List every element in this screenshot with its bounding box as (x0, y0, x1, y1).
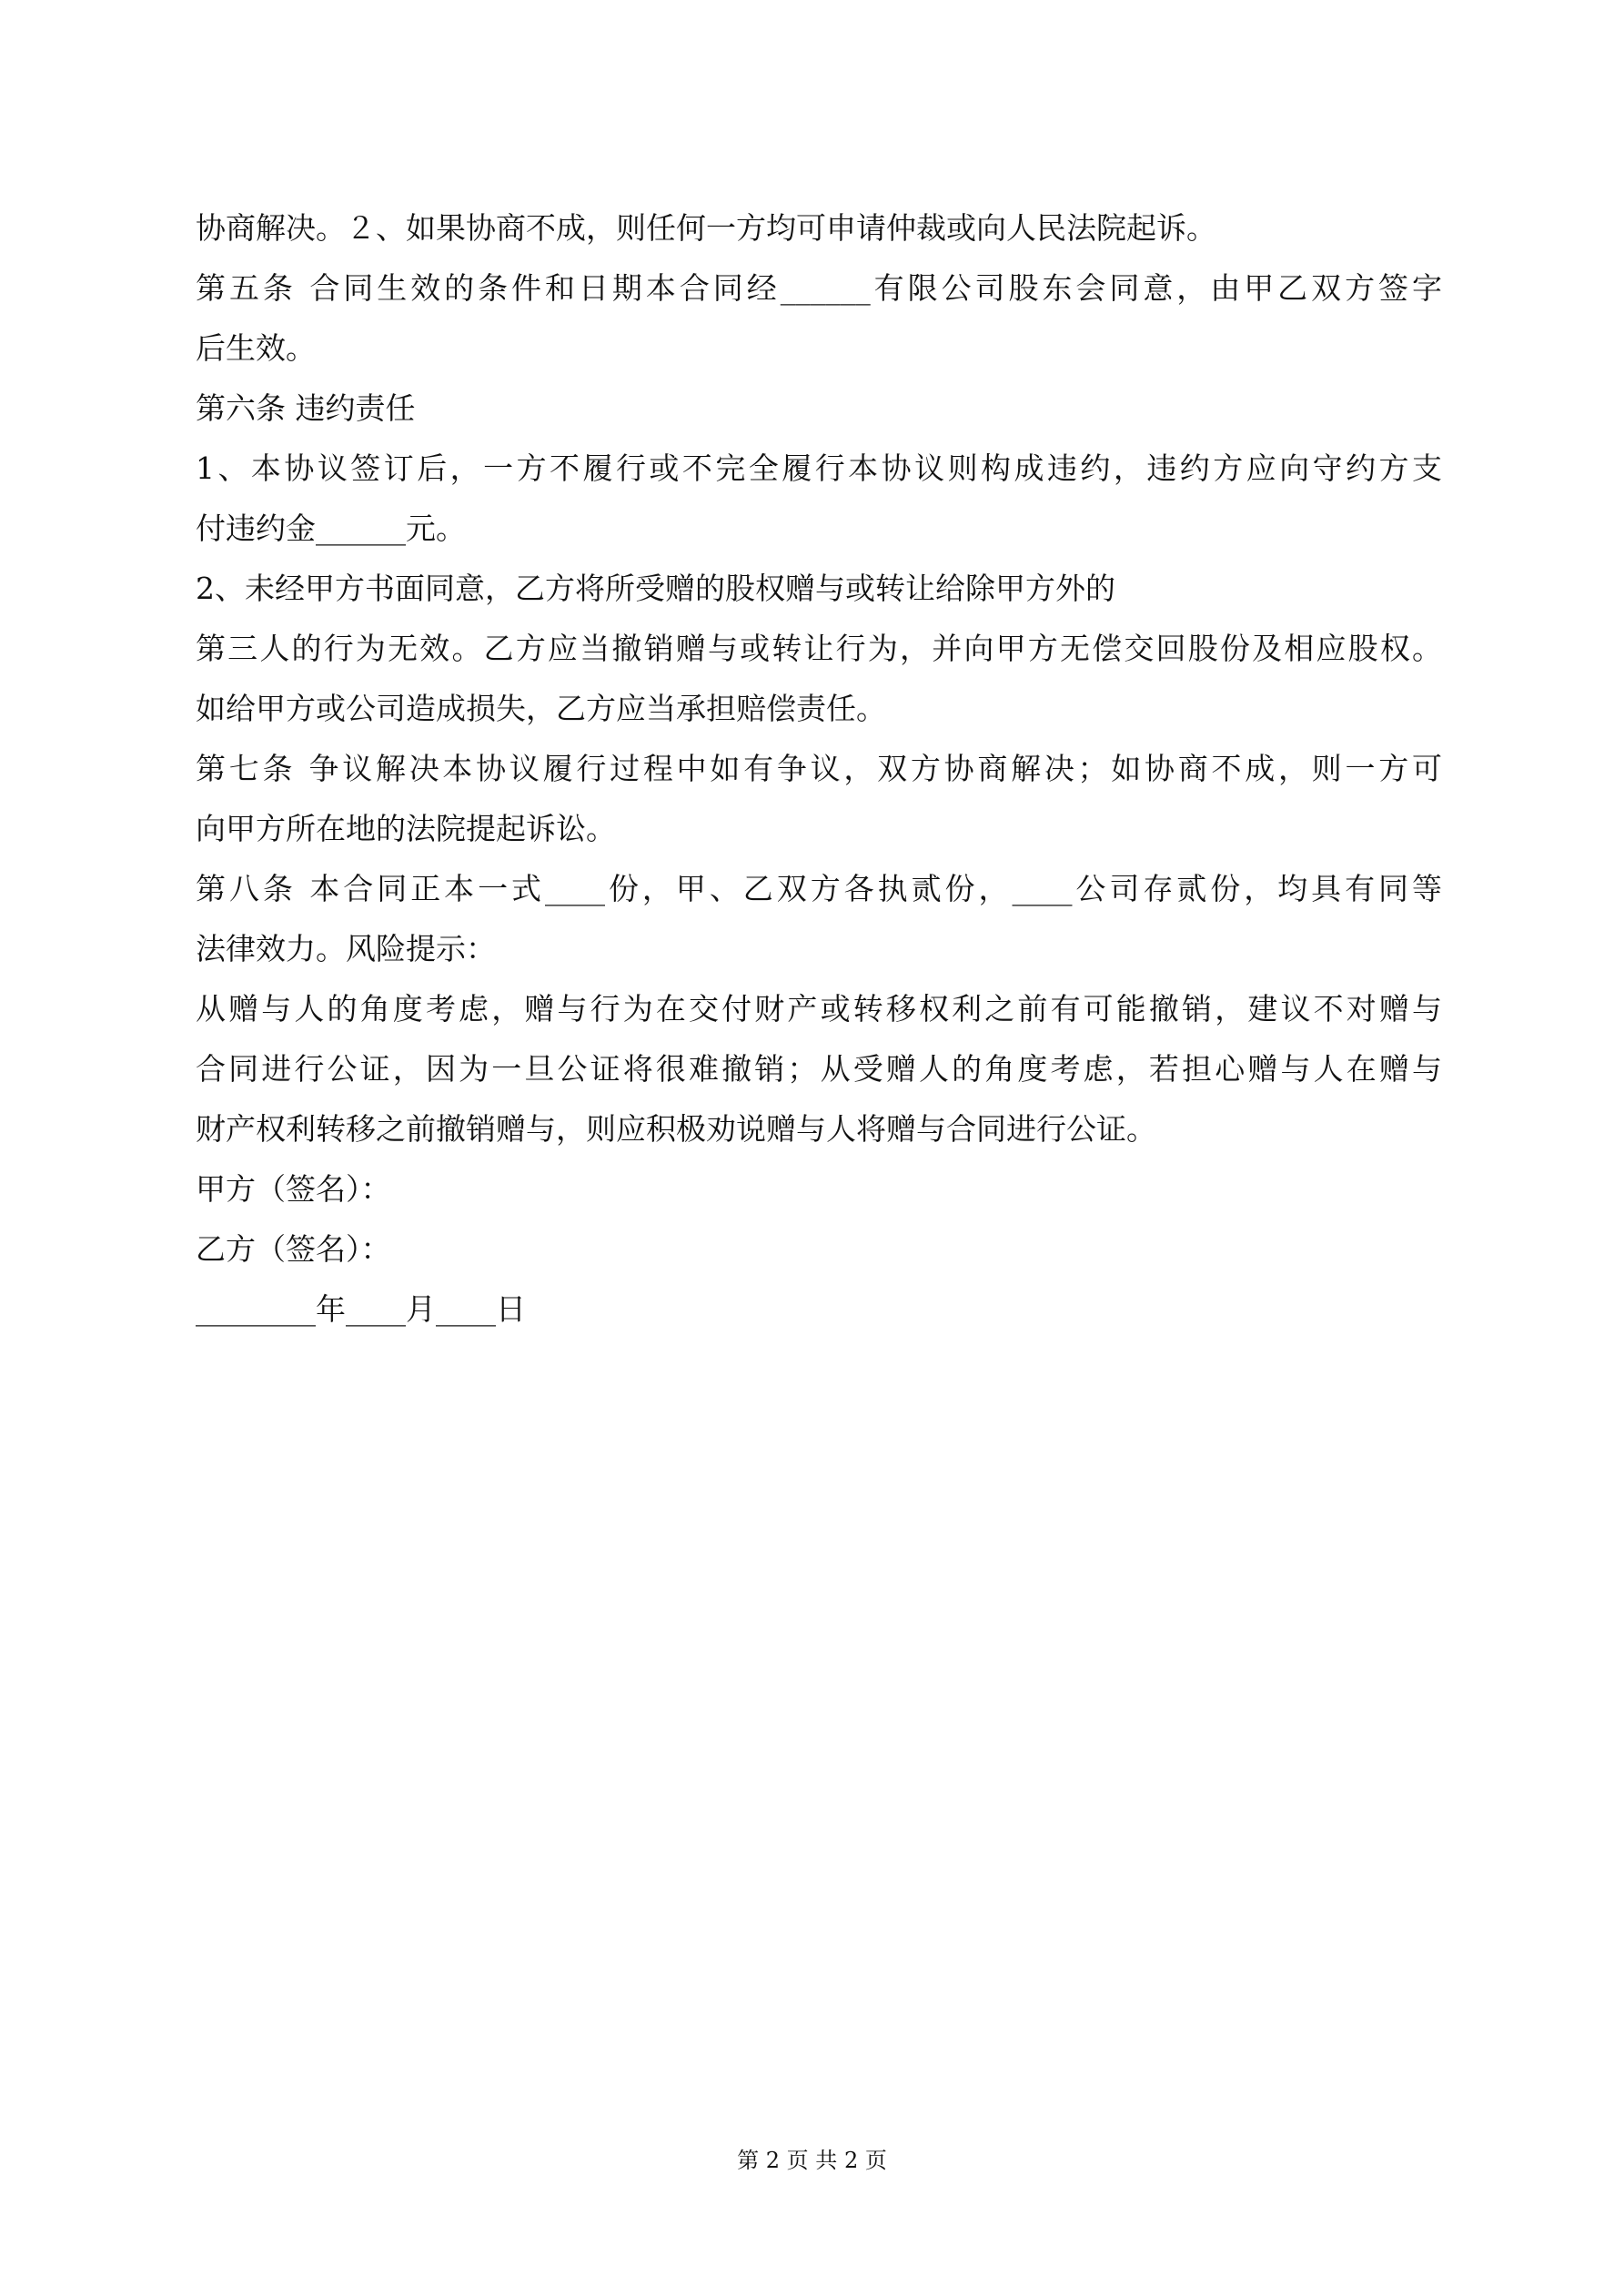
text-line: 第五条 合同生效的条件和日期本合同经______有限公司股东会同意，由甲乙双方签字 (196, 270, 1442, 306)
text-line: 1、本协议签订后，一方不履行或不完全履行本协议则构成违约，违约方应向守约方支 (196, 450, 1442, 486)
text-line: 后生效。 (196, 330, 316, 366)
text-line: 向甲方所在地的法院提起诉讼。 (196, 811, 616, 846)
text-line: 从赠与人的角度考虑，赠与行为在交付财产或转移权利之前有可能撤销，建议不对赠与 (196, 991, 1442, 1027)
text-line: 第三人的行为无效。乙方应当撤销赠与或转让行为，并向甲方无偿交回股份及相应股权。 (196, 631, 1442, 666)
section-heading: 第六条 违约责任 (196, 390, 416, 426)
text-line: 合同进行公证，因为一旦公证将很难撤销；从受赠人的角度考虑，若担心赠与人在赠与 (196, 1051, 1442, 1087)
text-line: 第七条 争议解决本协议履行过程中如有争议，双方协商解决；如协商不成，则一方可 (196, 751, 1442, 786)
date-line: ________年____月____日 (196, 1291, 526, 1327)
text-line: 协商解决。２、如果协商不成，则任何一方均可申请仲裁或向人民法院起诉。 (196, 210, 1216, 246)
page-number: 第 2 页 共 2 页 (737, 2148, 887, 2173)
party-b-signature-line: 乙方（签名）： (196, 1231, 391, 1267)
contract-body (196, 198, 1442, 1340)
text-line: 2、未经甲方书面同意，乙方将所受赠的股权赠与或转让给除甲方外的 (196, 571, 1115, 606)
text-line: 付违约金______元。 (196, 511, 466, 546)
text-line: 如给甲方或公司造成损失，乙方应当承担赔偿责任。 (196, 691, 886, 726)
text-line: 第八条 本合同正本一式____份，甲、乙双方各执贰份，____公司存贰份，均具有同等 (196, 871, 1442, 906)
text-line: 法律效力。风险提示： (196, 931, 496, 966)
party-a-signature-line: 甲方（签名）： (196, 1171, 391, 1207)
text-line: 财产权利转移之前撤销赠与，则应积极劝说赠与人将赠与合同进行公证。 (196, 1111, 1156, 1147)
